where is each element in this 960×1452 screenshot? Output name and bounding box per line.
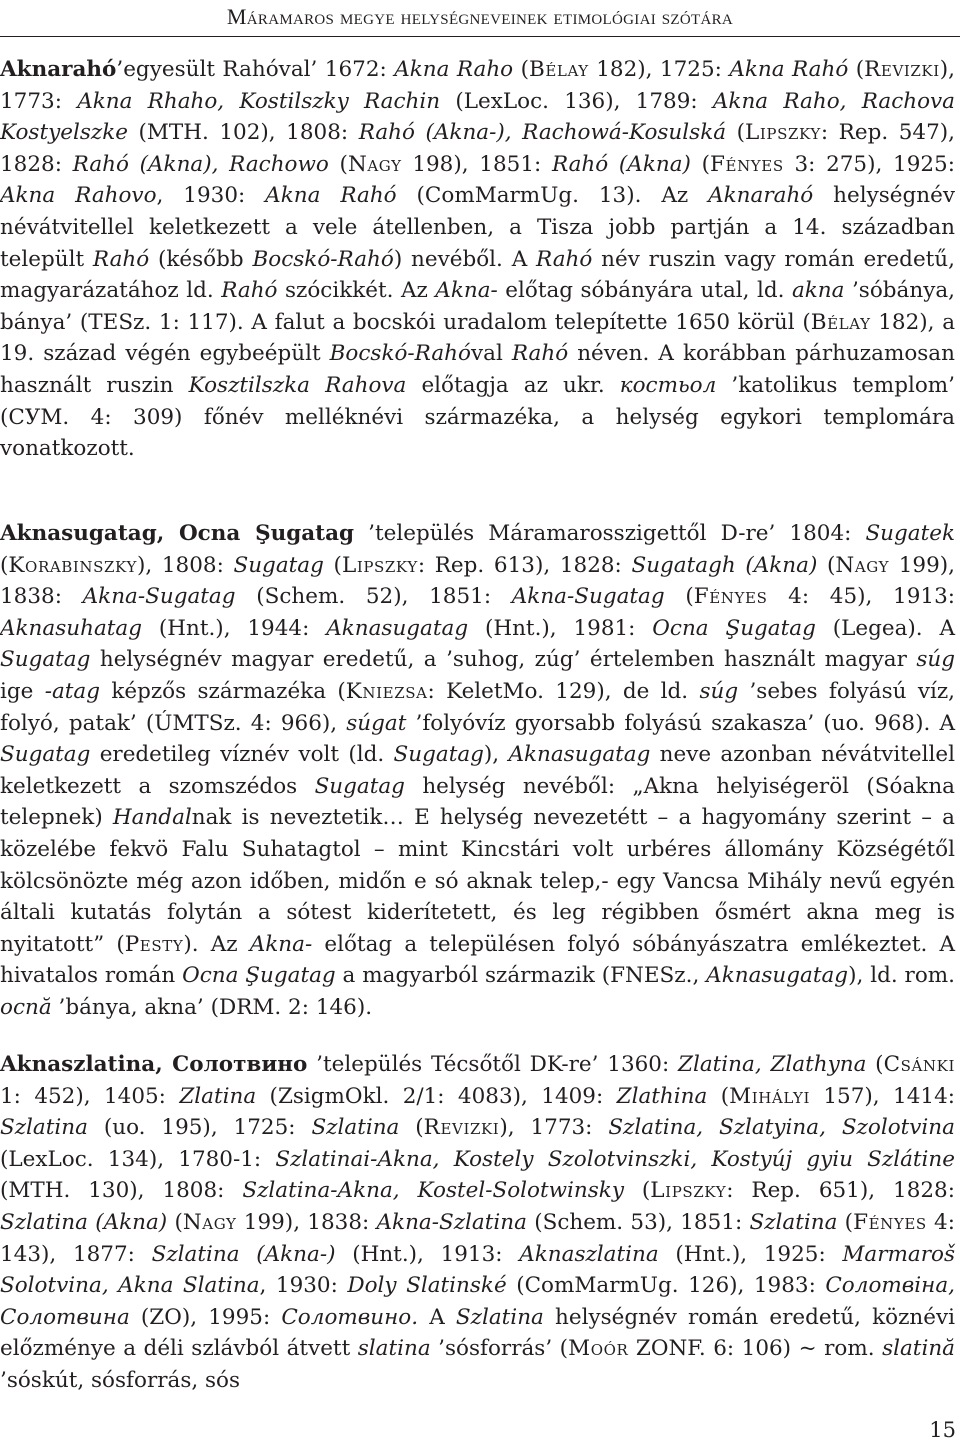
entry-text: nak is neveztetik… E helység nevezetétt – a hagyomány szerint – a közelébe fekvö Falu Suhatagtol – mint Kincstári volt urbéres állomány Községétől kölcsönözte még azon időben, midőn e só aknak telep,- egy Vancsa Mihály nevű egyén általi kutatás folytán a sótest kiderítetett, és leg régibben ősmért akna meg is nyitatott” ( [0, 805, 955, 957]
name-form: костьол [619, 372, 717, 398]
name-form: Rahó [536, 246, 593, 272]
entry-text: (ZO), 1995: [129, 1304, 282, 1330]
name-form: Солотвино. [281, 1304, 419, 1330]
entry-text: ( [866, 1052, 884, 1077]
entry-headword: Aknaszlatina, Солотвино [0, 1052, 308, 1077]
entry-text: 4: 143), 1877: [0, 1209, 955, 1267]
entry-text: 4: 45), 1913: [767, 584, 955, 610]
name-form: Akna- [249, 931, 313, 957]
source-author: Revizki [864, 57, 940, 82]
entry-text: ). Az [183, 931, 250, 957]
entry-text: (Hnt.), 1925: [658, 1241, 843, 1267]
entry-text: (Hnt.), 1913: [335, 1241, 520, 1267]
entry-text: ’sósforrás’ ( [430, 1336, 569, 1362]
entry-text: 199), 1838: [0, 552, 956, 610]
name-form: Szlatina (Akna-) [151, 1241, 336, 1267]
entry-text: ’bánya, akna’ (DRM. 2: 146). [51, 994, 373, 1020]
entry-text: helységnév magyar eredetű, a ’suhog, zúg’ értelemben használt magyar [90, 647, 917, 673]
entry-text: , 1930: [156, 183, 266, 209]
source-author: Nagy [347, 151, 402, 177]
name-form: Doly Slatinské [347, 1273, 507, 1299]
entry-aknaraho [0, 54, 955, 465]
entry-text: előtagja az ukr. [406, 372, 620, 398]
name-form: Rahó [92, 246, 150, 272]
name-form: Szlatina-Akna, Kostel-Solotwinsky [242, 1178, 624, 1204]
name-form: Rahó (Akna), Rachowo [72, 151, 329, 177]
entry-text: A [418, 1304, 456, 1330]
entry-text: 182), 1725: [588, 57, 730, 82]
name-form: Akna Rhaho, Kostilszky Rachin [77, 88, 441, 114]
entry-headword: Aknarahó [0, 57, 117, 82]
entry-text: ( [0, 552, 9, 578]
name-form: Sugatag [0, 647, 91, 673]
name-form: Ocna Şugatag [652, 615, 816, 641]
name-form: Bocskó-Rahó [329, 341, 471, 367]
name-form: -atag [44, 678, 100, 704]
source-author: Pesty [124, 931, 184, 957]
name-form: akna [791, 278, 845, 304]
name-form: Akna Raho, Rachova Kostyelszke [0, 88, 956, 146]
entry-text: 199), 1838: [236, 1209, 377, 1235]
name-form: Rahó [221, 278, 278, 304]
name-form: Szlatina [749, 1209, 838, 1235]
entry-aknasugatag [0, 518, 955, 1024]
name-form: Szlatina [311, 1115, 400, 1141]
source-author: Korabinszky [8, 552, 137, 578]
name-form: Rahó [511, 341, 569, 367]
entry-text: ’katolikus templom’ (СУМ. 4: 309) főnév melléknévi származéka, a helység egykori templomára vonatkozott. [0, 372, 955, 462]
entry-headword: Aknasugatag, Ocna Şugatag [0, 521, 355, 546]
entry-text: szócikkét. Az [277, 278, 436, 304]
name-form: Handal [112, 805, 192, 831]
name-form: Akna-Szlatina [376, 1209, 527, 1235]
entry-text: (Hnt.), 1944: [142, 615, 327, 641]
name-form: Ocna Şugatag [182, 963, 336, 989]
entry-text: ) nevéből. A [393, 246, 537, 272]
entry-text: képzős származéka ( [100, 678, 346, 704]
name-form: Sugatag [233, 552, 324, 578]
source-author: Revizki [423, 1115, 500, 1141]
entry-text: helységnév névátvitellel keletkezett a vele átellenben, a Tisza jobb partján a 14. században települt [0, 183, 955, 272]
entry-text: ’folyóvíz gyorsabb folyású szakasza’ (uo. 968). A [406, 710, 955, 736]
name-form: súg [699, 678, 739, 704]
entry-text: a magyarból származik (FNESz., [335, 963, 707, 989]
entry-text: (később [149, 246, 253, 272]
entry-text: 3: 275), 1925: [783, 151, 955, 177]
name-form: slatină [882, 1336, 955, 1362]
entry-text: (MTH. 130), 1808: [0, 1178, 243, 1204]
running-head: Máramaros megye helységneveinek etimológiai szótára [226, 4, 734, 29]
entry-text: ( [623, 1178, 651, 1204]
entry-text: (MTH. 102), 1808: [127, 120, 359, 146]
entry-text: helység nevéből: „Akna helyiségeröl (Sóakna telepnek) [0, 773, 955, 831]
entry-text: ( [167, 1209, 183, 1235]
source-author: Bélay [810, 309, 871, 335]
entry-text: (Schem. 52), 1851: [235, 584, 512, 610]
name-form: Aknasugatag [706, 963, 849, 989]
entry-text: ), ld. rom. [848, 963, 955, 989]
name-form: Szlatina (Akna) [0, 1209, 168, 1235]
name-form: Aknaszlatina [519, 1241, 659, 1267]
entry-text: val [470, 341, 512, 367]
entry-text: ( [690, 151, 711, 177]
name-form: súgat [346, 710, 407, 736]
entry-aknaszlatina [0, 1049, 955, 1397]
entry-text: ( [399, 1115, 424, 1141]
source-author: Lipszky [744, 120, 821, 146]
entry-text: név ruszin vagy román eredetű, magyarázatához ld. [0, 246, 955, 304]
source-author: Mihályi [729, 1083, 810, 1109]
entry-text: (LexLoc. 134), 1780-1: [0, 1146, 276, 1172]
name-form: Aknasugatag [326, 615, 469, 641]
entry-text: : Rep. 547), 1828: [0, 120, 955, 177]
name-form: Sugatag [0, 742, 91, 768]
entry-text: : Rep. 613), 1828: [417, 552, 632, 578]
entry-text: : KeletMo. 129), de ld. [427, 678, 700, 704]
entry-text: helységnév román eredetű, köznévi előzménye a déli szlávból átvett [0, 1304, 955, 1362]
name-form: Marmaroš Solotvina, Akna Slatina [0, 1241, 955, 1299]
name-form: ocnă [0, 994, 52, 1020]
name-form: Sugatag [314, 773, 405, 799]
source-author: Lipszky [650, 1178, 727, 1204]
name-form: Szlatina [0, 1115, 88, 1141]
source-author: Nagy [182, 1209, 237, 1235]
entry-text: ( [707, 1083, 730, 1109]
name-form: Kosztilszka Rahova [188, 372, 407, 398]
name-form: Akna Raho [394, 57, 514, 82]
entry-text: ), 1808: [136, 552, 234, 578]
name-form: Akna Rahó [265, 183, 397, 209]
entry-text: ( [848, 57, 865, 82]
entry-text: (uo. 195), 1725: [87, 1115, 312, 1141]
entry-text: : Rep. 651), 1828: [726, 1178, 955, 1204]
source-author: Fényes [693, 584, 768, 610]
entry-text: ( [837, 1209, 854, 1235]
name-form: Bocskó-Rahó [252, 246, 394, 272]
name-form: Sugatag [393, 742, 484, 768]
name-form: Солотвіна, Солотвина [0, 1273, 955, 1330]
entry-text: (Schem. 53), 1851: [526, 1209, 750, 1235]
entry-text: 157), 1414: [809, 1083, 955, 1109]
entry-text: (LexLoc. 136), 1789: [440, 88, 713, 114]
entry-text: ZONF. 6: 106) ~ rom. [628, 1336, 883, 1362]
entry-text: eredetileg víznév volt (ld. [90, 742, 394, 768]
entry-text: neve azonban névátvitellel keletkezett a szomszédos [0, 742, 955, 799]
entry-text: ( [328, 151, 348, 177]
entry-text: 1: 452), 1405: [0, 1083, 180, 1109]
entry-text: ’egyesült Rahóval’ 1672: [116, 57, 395, 82]
source-author: Moór [568, 1336, 629, 1362]
source-author: Bélay [528, 57, 589, 82]
entry-text: előtag a településen folyó sóbányászatra emlékeztet. A hivatalos román [0, 931, 956, 989]
entry-text: ( [726, 120, 745, 146]
entry-text: ), [483, 742, 509, 768]
entry-text: ’település Máramarosszigettől D-re’ 1804: [354, 521, 866, 546]
source-author: Fényes [853, 1209, 927, 1235]
name-form: Sugatek [865, 521, 956, 546]
header-rule [0, 36, 960, 37]
name-form: Szlatina [455, 1304, 544, 1330]
source-author: Fényes [710, 151, 784, 177]
name-form: Akna- [435, 278, 498, 304]
entry-text: néven. A korábban párhuzamosan használt ruszin [0, 341, 955, 398]
entry-text: 198), 1851: [401, 151, 552, 177]
entry-text: ( [513, 57, 529, 82]
entry-text: (Legea). A [815, 615, 955, 641]
entry-text: előtag sóbányára utal, ld. [497, 278, 792, 304]
name-form: Rahó (Akna) [551, 151, 691, 177]
entry-text: ige [0, 678, 45, 704]
name-form: súg [916, 647, 955, 673]
page-number: 15 [929, 1418, 956, 1442]
source-author: Nagy [835, 552, 890, 578]
entry-text: ’település Técsőtől DK-re’ 1360: [307, 1052, 679, 1077]
entry-text: (ComMarmUg. 13). Az [396, 183, 709, 209]
entry-text: , 1930: [259, 1273, 348, 1299]
entry-text: ’sóbánya, bánya’ (TESz. 1: 117). A falut a bocskói uradalom telepítette 1650 körül ( [0, 278, 955, 335]
entry-text: 182), a 19. század végén egybeépült [0, 309, 956, 367]
entry-text: ( [817, 552, 836, 578]
source-author: Lipszky [341, 552, 418, 578]
name-form: Zlatina, Zlathyna [678, 1052, 867, 1077]
name-form: Akna-Sugatag [511, 584, 665, 610]
entry-text: ’sóskút, sósforrás, sós [0, 1367, 241, 1393]
name-form: Zlatina [179, 1083, 257, 1109]
name-form: Aknasugatag [508, 742, 651, 768]
source-author: Kniezsa [345, 678, 428, 704]
entry-text: ( [664, 584, 694, 610]
name-form: Szlatina, Szlatyina, Szolotvina [608, 1115, 955, 1141]
name-form: Akna Rahó [729, 57, 849, 82]
source-author: Csánki [883, 1052, 955, 1077]
entry-text: (Hnt.), 1981: [468, 615, 653, 641]
name-form: Szlatinai-Akna, Kostely Szolotvinszki, Kostyúj gyiu Szlátine [275, 1146, 955, 1172]
name-form: Rahó (Akna-), Rachowá-Kosulská [358, 120, 727, 146]
entry-text: (ZsigmOkl. 2/1: 4083), 1409: [256, 1083, 617, 1109]
name-form: Aknasuhatag [0, 615, 142, 641]
name-form: slatina [357, 1336, 431, 1362]
entry-text: ), 1773: [0, 57, 955, 114]
entry-text: ’sebes folyású víz, folyó, patak’ (ÚMTSz. 4: 966), [0, 678, 956, 736]
entry-text: ( [323, 552, 342, 578]
name-form: Sugatagh (Akna) [631, 552, 818, 578]
name-form: Aknarahó [708, 183, 814, 209]
name-form: Akna Rahovo [0, 183, 157, 209]
entry-text: ), 1773: [499, 1115, 609, 1141]
name-form: Zlathina [616, 1083, 708, 1109]
entry-text: (ComMarmUg. 126), 1983: [506, 1273, 826, 1299]
name-form: Akna-Sugatag [82, 584, 236, 610]
